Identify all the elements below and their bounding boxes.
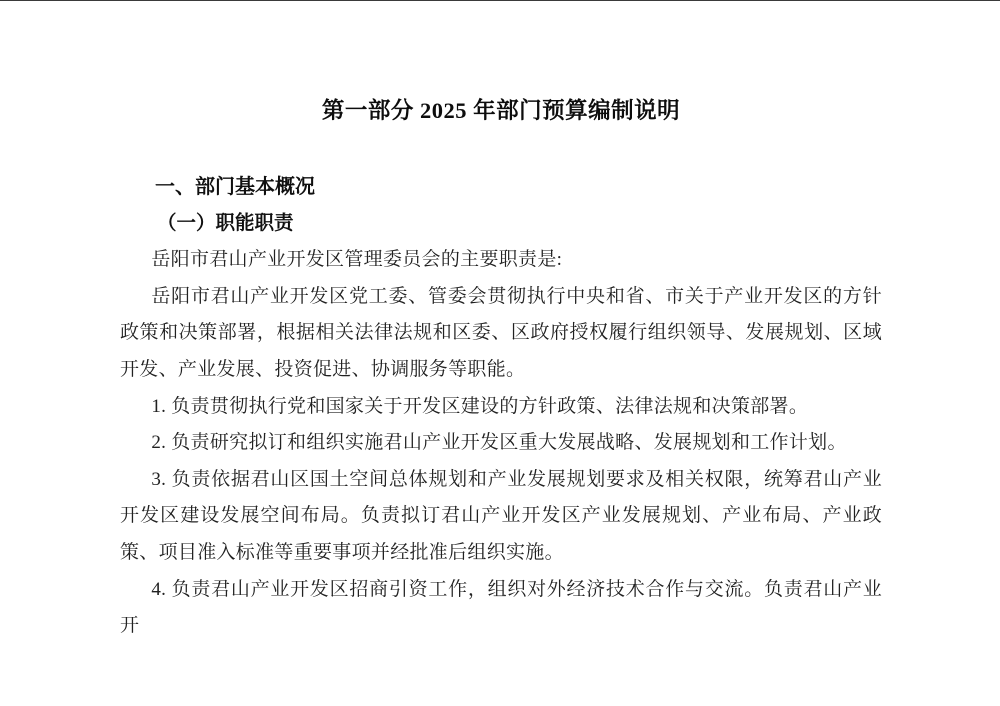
window-top-edge [0, 0, 1000, 1]
body-paragraph: 1. 负责贯彻执行党和国家关于开发区建设的方针政策、法律法规和决策部署。 [151, 395, 809, 417]
body-paragraph: 4. 负责君山产业开发区招商引资工作，组织对外经济技术合作与交流。负责君山产业开 [120, 578, 882, 637]
document-title: 第一部分 2025 年部门预算编制说明 [321, 98, 681, 123]
body-paragraph: 3. 负责依据君山区国土空间总体规划和产业发展规划要求及相关权限，统筹君山产业开发区建设发展空间布局。负责拟订君山产业开发区产业发展规划、产业布局、产业政策、项目准入标准等重要事项并经批准后组织实施。 [120, 468, 882, 563]
body-paragraph: 岳阳市君山产业开发区管理委员会的主要职责是: [151, 249, 563, 271]
section-heading: 一、部门基本概况 [155, 176, 315, 198]
subsection-heading: （一）职能职责 [157, 212, 294, 234]
body-paragraph: 2. 负责研究拟订和组织实施君山产业开发区重大发展战略、发展规划和工作计划。 [151, 432, 847, 454]
body-paragraph: 岳阳市君山产业开发区党工委、管委会贯彻执行中央和省、市关于产业开发区的方针政策和决策部署，根据相关法律法规和区委、区政府授权履行组织领导、发展规划、区域开发、产业发展、投资促进、协调服务等职能。 [120, 285, 882, 380]
